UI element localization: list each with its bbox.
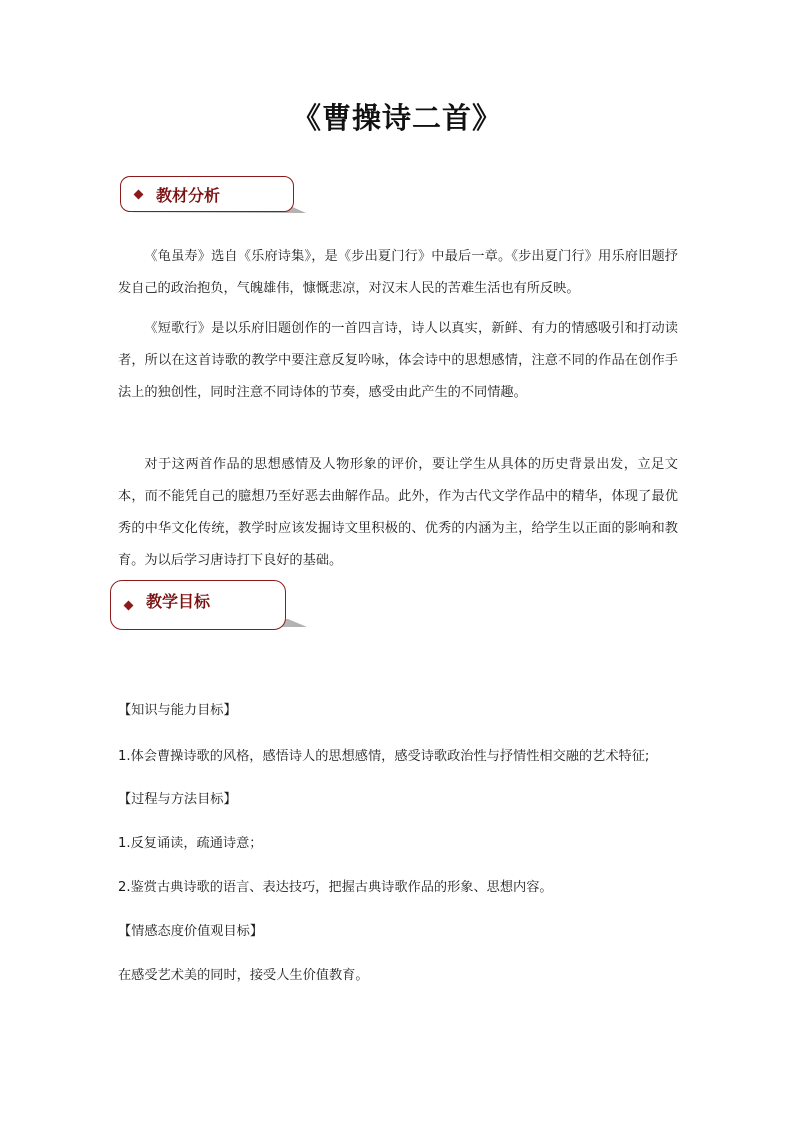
process-item: 1.反复诵读，疏通诗意； <box>118 836 263 851</box>
emotion-heading: 【情感态度价值观目标】 <box>118 924 264 939</box>
analysis-paragraph: 对于这两首作品的思想感情及人物形象的评价，要让学生从具体的历史背景出发，立足文本，而不能凭自己的臆想乃至好恶去曲解作品。此外，作为古代文学作品中的精华，体现了最优秀的中华文化传统，教学时应该发掘诗文里积极的、优秀的内涵为主，给学生以正面的影响和教育。为以后学习唐诗打下良好的基础。 <box>118 457 678 568</box>
diamond-bullet-icon <box>134 189 144 199</box>
emotion-item: 在感受艺术美的同时，接受人生价值教育。 <box>118 968 369 983</box>
analysis-paragraph: 《短歌行》是以乐府旧题创作的一首四言诗，诗人以真实，新鲜、有力的情感吸引和打动读者，所以在这首诗歌的教学中要注意反复吟咏，体会诗中的思想感情，注意不同的作品在创作手法上的独创性，同时注意不同诗体的节奏，感受由此产生的不同情趣。 <box>118 321 678 400</box>
knowledge-heading: 【知识与能力目标】 <box>118 703 237 718</box>
section-label: 教材分析 <box>156 185 221 205</box>
process-item: 2.鉴赏古典诗歌的语言、表达技巧，把握古典诗歌作品的形象、思想内容。 <box>118 880 553 895</box>
section-header-objectives <box>110 580 286 630</box>
analysis-paragraph: 《龟虽寿》选自《乐府诗集》，是《步出夏门行》中最后一章。《步出夏门行》用乐府旧题抒发自己的政治抱负，气魄雄伟，慷慨悲凉，对汉末人民的苦难生活也有所反映。 <box>118 249 678 296</box>
section-label: 教学目标 <box>146 591 211 611</box>
process-heading: 【过程与方法目标】 <box>118 792 237 807</box>
section-header-analysis <box>120 176 294 212</box>
page-title: 《曹操诗二首》 <box>291 101 502 135</box>
knowledge-item: 1.体会曹操诗歌的风格，感悟诗人的思想感情，感受诗歌政治性与抒情性相交融的艺术特征; <box>118 749 650 764</box>
diamond-bullet-icon <box>124 600 134 610</box>
